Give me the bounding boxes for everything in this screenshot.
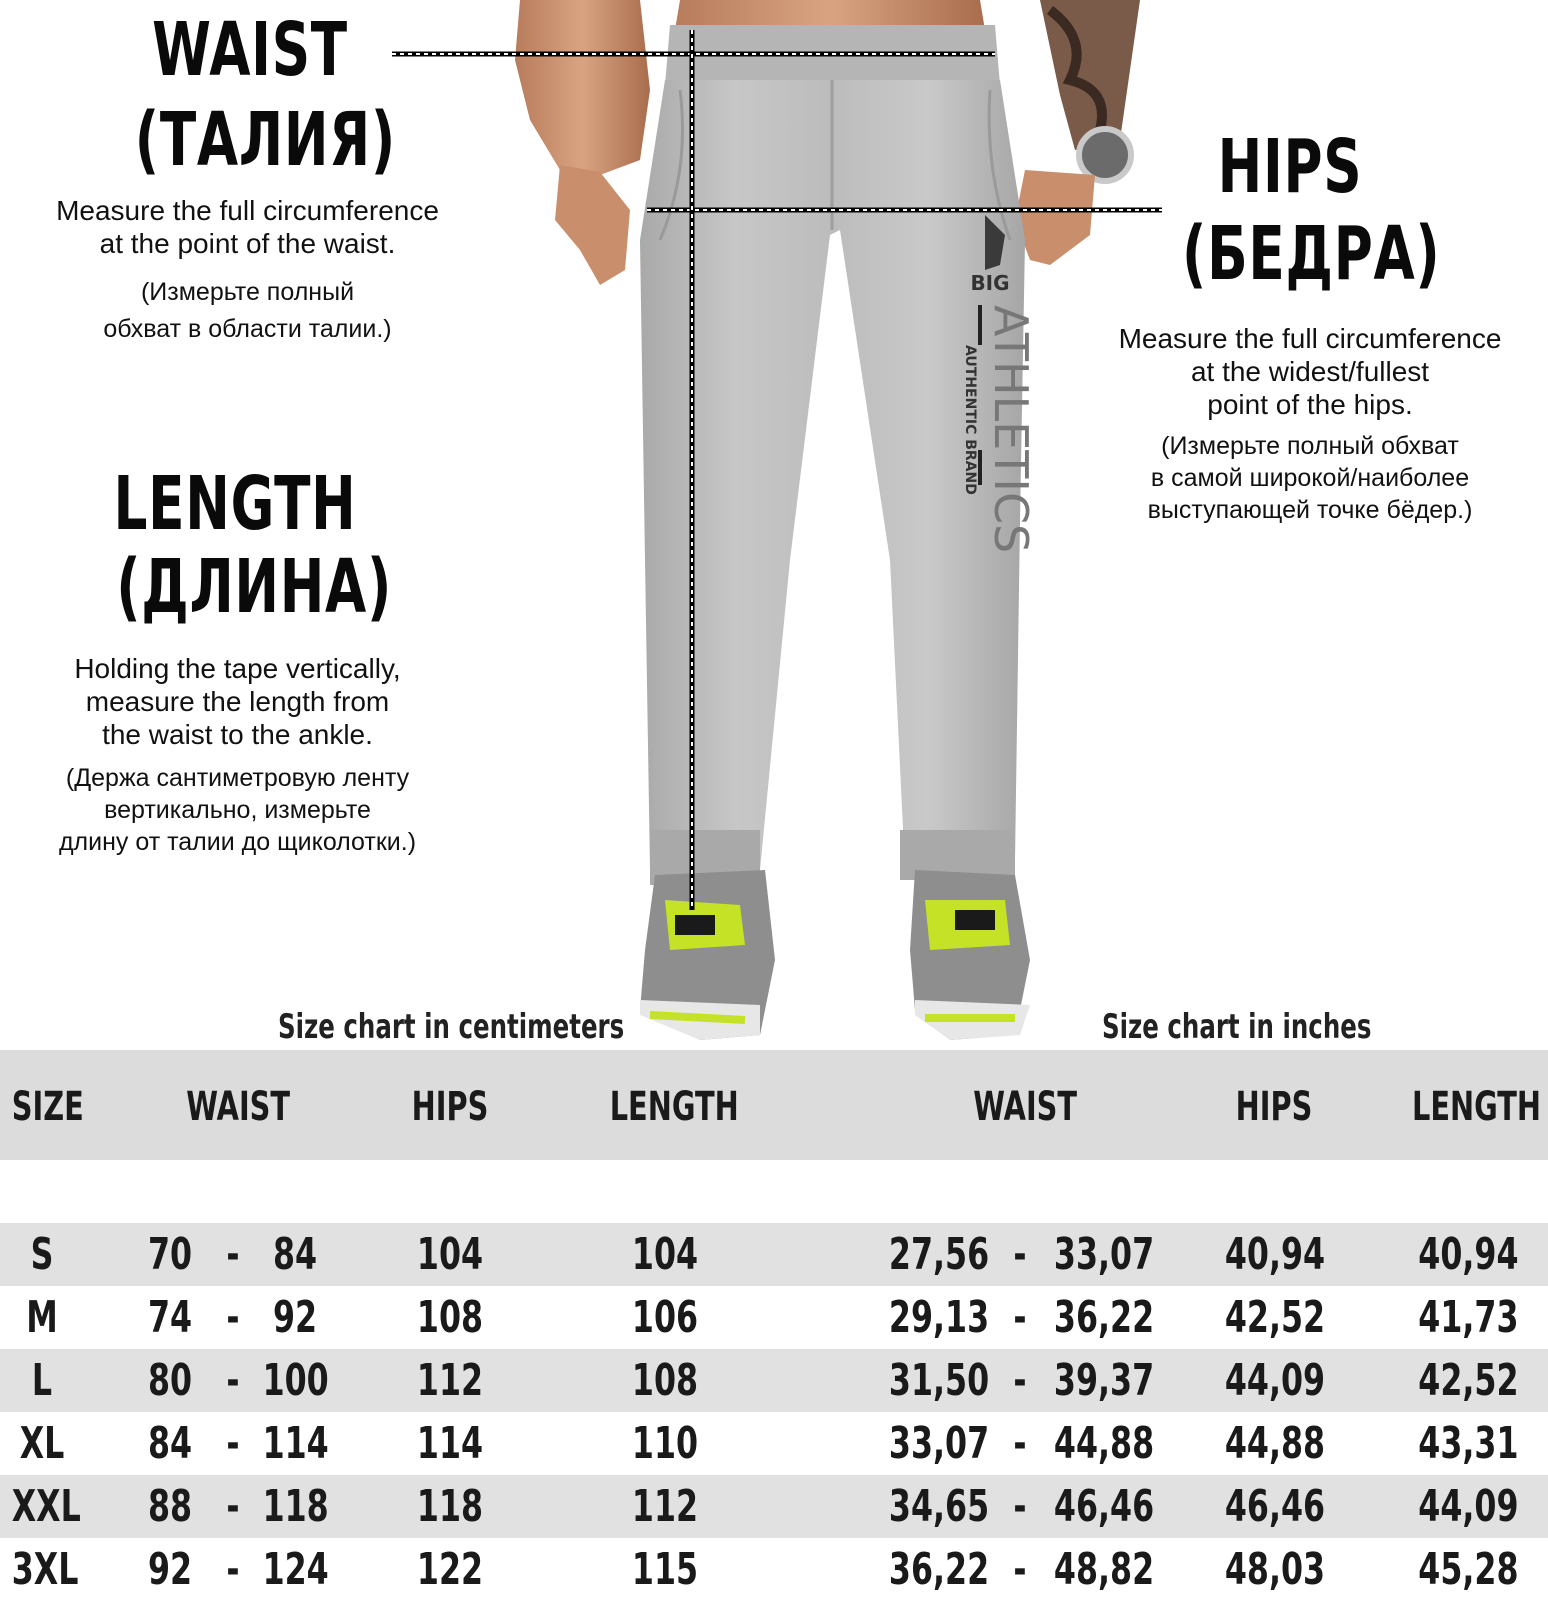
cell-waist-in-max: 39,37 [1053, 1355, 1155, 1406]
print-tagline: AUTHENTIC BRAND [962, 345, 978, 495]
cell-waist-in-min: 31,50 [888, 1355, 990, 1406]
header-waist-cm: WAIST [186, 1084, 291, 1130]
right-sneaker [910, 870, 1030, 1040]
cell-hips-in: 42,52 [1224, 1292, 1326, 1343]
cell-waist-cm-min: 80 [147, 1355, 193, 1406]
cell-waist-cm-max: 114 [262, 1418, 329, 1469]
hips-desc-en: Measure the full circumference at the widest/fullest point of the hips. [1118, 323, 1502, 420]
left-sneaker [640, 870, 775, 1040]
cell-waist-cm-min: 88 [147, 1481, 193, 1532]
cell-waist-in-max: 36,22 [1053, 1292, 1155, 1343]
cell-dash: - [226, 1481, 240, 1532]
cell-waist-cm-min: 74 [147, 1292, 193, 1343]
cell-size: M [26, 1292, 58, 1343]
caption-cm: Size chart in centimeters [278, 1007, 625, 1047]
cell-waist-cm-max: 100 [262, 1355, 329, 1406]
cell-length-cm: 112 [631, 1481, 699, 1532]
print-brand-small: BIG [970, 271, 1010, 295]
cell-hips-in: 44,09 [1224, 1355, 1326, 1406]
cell-dash: - [1013, 1544, 1027, 1595]
cell-size: XL [19, 1418, 65, 1469]
cell-waist-in-min: 27,56 [888, 1229, 990, 1280]
cell-length-in: 44,09 [1418, 1481, 1519, 1532]
cell-hips-cm: 122 [416, 1544, 484, 1595]
cell-size: XXL [11, 1481, 81, 1532]
cell-hips-cm: 118 [416, 1481, 484, 1532]
waist-title: WAIST [152, 7, 348, 93]
cell-hips-cm: 104 [416, 1229, 484, 1280]
cell-size: 3XL [11, 1544, 79, 1595]
waist-title-ru: (ТАЛИЯ) [134, 97, 396, 183]
cell-waist-cm-min: 84 [147, 1418, 193, 1469]
cell-hips-cm: 108 [416, 1292, 484, 1343]
cell-length-cm: 104 [631, 1229, 699, 1280]
left-arm [515, 0, 650, 175]
cell-dash: - [226, 1418, 240, 1469]
length-title: LENGTH [113, 461, 357, 547]
cell-dash: - [1013, 1418, 1027, 1469]
right-hand [1015, 170, 1095, 265]
cell-hips-cm: 112 [416, 1355, 484, 1406]
cell-length-in: 43,31 [1418, 1418, 1519, 1469]
cell-dash: - [1013, 1355, 1027, 1406]
header-size: SIZE [11, 1084, 84, 1130]
cell-waist-in-max: 44,88 [1053, 1418, 1155, 1469]
cell-waist-in-min: 34,65 [888, 1481, 990, 1532]
cell-dash: - [226, 1355, 240, 1406]
cell-size: S [30, 1229, 54, 1280]
table-row [0, 1475, 1548, 1538]
caption-in: Size chart in inches [1102, 1007, 1372, 1047]
hips-desc-ru: (Измерьте полный обхват в самой широкой/наиболее выступающей точке бёдер.) [1147, 432, 1473, 524]
length-desc-en: Holding the tape vertically, measure the length from the waist to the ankle. [74, 653, 401, 750]
cell-length-in: 42,52 [1418, 1355, 1519, 1406]
cell-waist-cm-max: 84 [272, 1229, 318, 1280]
cell-length-cm: 115 [631, 1544, 699, 1595]
header-length-in: LENGTH [1412, 1084, 1542, 1130]
cell-length-cm: 108 [631, 1355, 699, 1406]
cell-length-in: 40,94 [1418, 1229, 1519, 1280]
table-row [0, 1412, 1548, 1475]
table-row [0, 1349, 1548, 1412]
header-hips-cm: HIPS [411, 1084, 489, 1130]
cell-waist-in-max: 33,07 [1053, 1229, 1155, 1280]
waist-desc-en: Measure the full circumference at the point of the waist. [56, 195, 439, 259]
cell-dash: - [226, 1292, 240, 1343]
cell-waist-in-max: 46,46 [1053, 1481, 1155, 1532]
cell-waist-cm-max: 92 [272, 1292, 318, 1343]
size-table-header [0, 1050, 1548, 1160]
cell-hips-cm: 114 [416, 1418, 484, 1469]
cell-waist-in-min: 33,07 [888, 1418, 990, 1469]
header-length-cm: LENGTH [609, 1084, 739, 1130]
cell-waist-cm-min: 92 [147, 1544, 193, 1595]
length-title-ru: (ДЛИНА) [116, 544, 393, 630]
cell-length-cm: 106 [631, 1292, 699, 1343]
cell-hips-in: 48,03 [1224, 1544, 1326, 1595]
cell-waist-cm-max: 124 [262, 1544, 329, 1595]
header-waist-in: WAIST [973, 1084, 1078, 1130]
table-row [0, 1223, 1548, 1286]
cell-dash: - [226, 1229, 240, 1280]
watch [1079, 129, 1131, 181]
cell-size: L [31, 1355, 53, 1406]
cell-waist-cm-min: 70 [147, 1229, 193, 1280]
cell-hips-in: 40,94 [1224, 1229, 1326, 1280]
table-row [0, 1538, 1548, 1600]
right-arm [1040, 0, 1140, 150]
cell-hips-in: 46,46 [1224, 1481, 1326, 1532]
cell-length-cm: 110 [631, 1418, 699, 1469]
cell-dash: - [1013, 1229, 1027, 1280]
cell-dash: - [1013, 1481, 1027, 1532]
hips-title: HIPS [1217, 124, 1363, 210]
cell-waist-in-min: 36,22 [888, 1544, 990, 1595]
hips-title-ru: (БЕДРА) [1182, 211, 1441, 297]
cell-waist-in-min: 29,13 [888, 1292, 990, 1343]
cell-waist-in-max: 48,82 [1053, 1544, 1155, 1595]
cell-length-in: 45,28 [1418, 1544, 1519, 1595]
cell-length-in: 41,73 [1418, 1292, 1519, 1343]
left-hand [555, 165, 630, 285]
header-hips-in: HIPS [1235, 1084, 1313, 1130]
print-brand-large: ATHLETICS [984, 305, 1038, 554]
cell-dash: - [1013, 1292, 1027, 1343]
cell-waist-cm-max: 118 [262, 1481, 329, 1532]
waist-desc-ru: (Измерьте полный обхват в области талии.) [103, 278, 392, 343]
cell-hips-in: 44,88 [1224, 1418, 1326, 1469]
length-desc-ru: (Держа сантиметровую ленту вертикально, измерьте длину от талии до щиколотки.) [58, 764, 417, 856]
cell-dash: - [226, 1544, 240, 1595]
table-row [0, 1286, 1548, 1349]
